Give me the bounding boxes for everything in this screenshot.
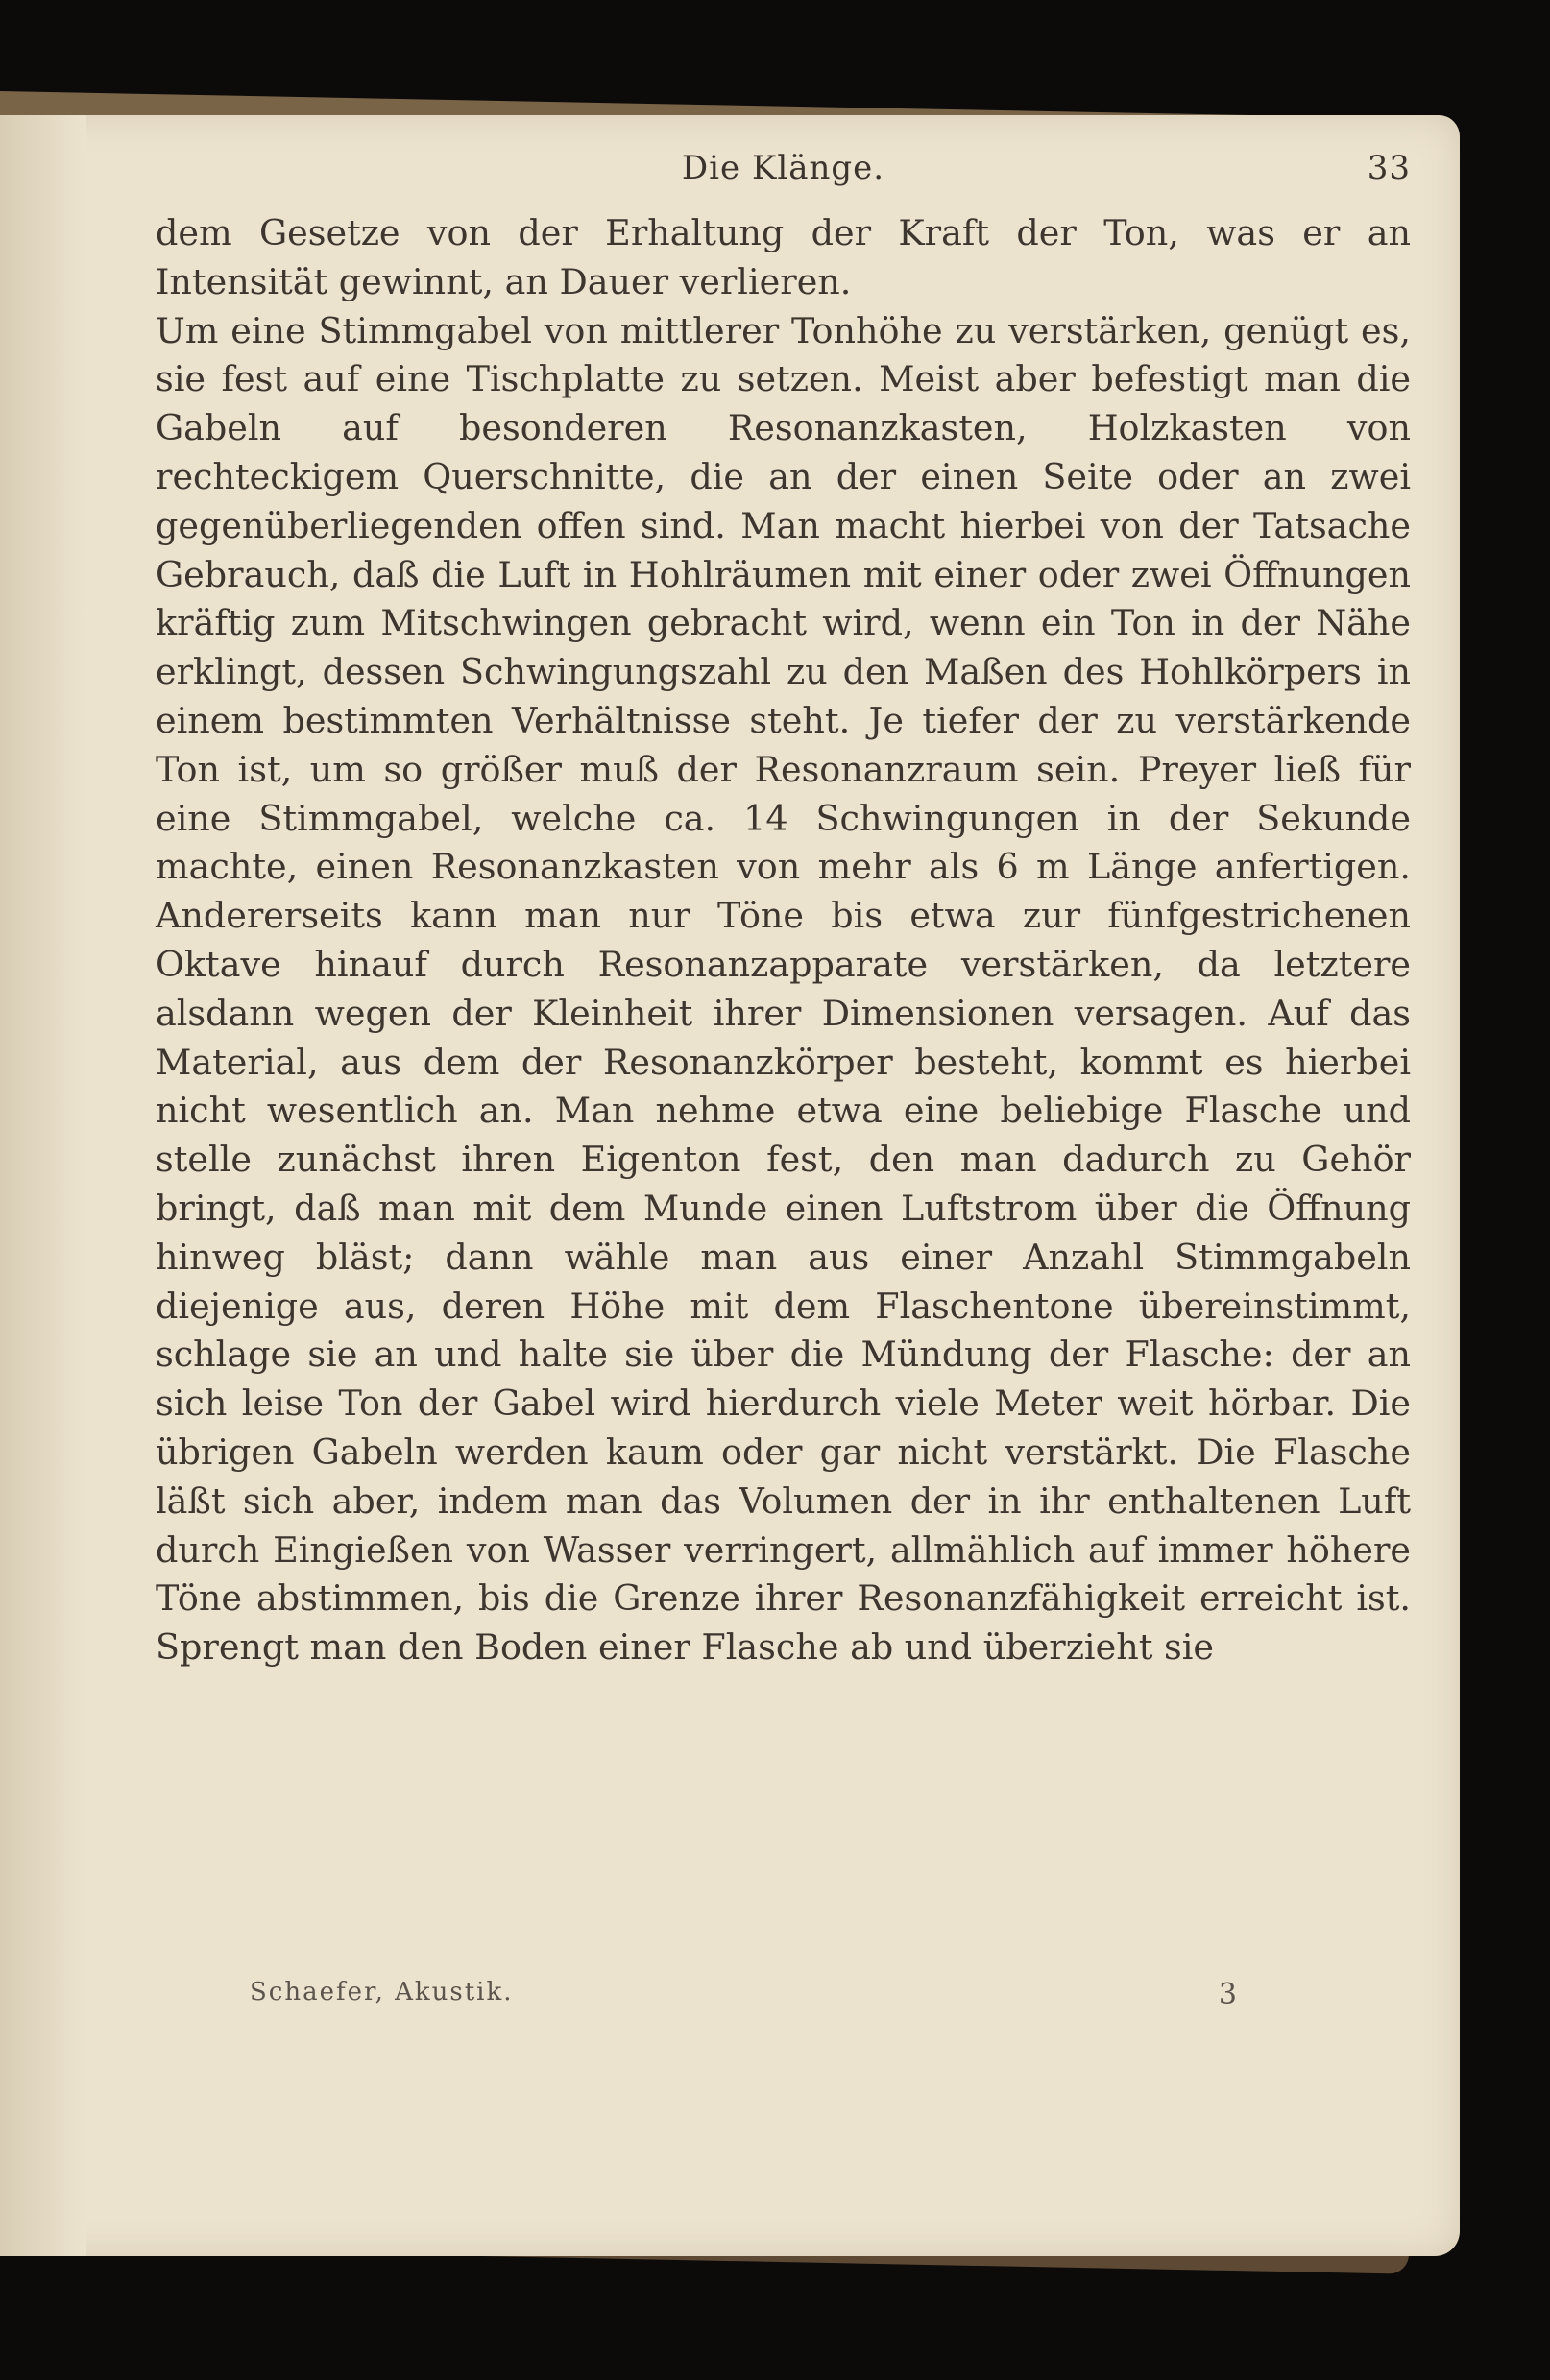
paragraph-1: dem Gesetze von der Erhaltung der Kraft der Ton, was er an Intensität gewinnt, an Dauer verlieren. xyxy=(156,212,1411,302)
running-head xyxy=(156,149,1411,197)
body-text xyxy=(156,209,1411,1672)
signature-author: Schaefer, Akustik. xyxy=(250,1978,514,2007)
page-gutter xyxy=(0,115,86,2256)
page-number: 33 xyxy=(1367,149,1411,187)
paragraph-2: Um eine Stimmgabel von mittlerer Tonhöhe zu verstärken, genügt es, sie fest auf eine Tischplatte zu setzen. Meist aber befestigt man die Gabeln auf besonderen Resonanzkasten, Holzkasten von rechteckigem Querschnitte, die an der einen Seite oder an zwei gegenüberliegenden offen sind. Man macht hierbei von der Tatsache Gebrauch, daß die Luft in Hohlräumen mit einer oder zwei Öffnungen kräftig zum Mitschwingen gebracht wird, wenn ein Ton in der Nähe erklingt, dessen Schwingungszahl zu den Maßen des Hohlkörpers in einem bestimmten Verhältnisse steht. Je tiefer der zu verstärkende Ton ist, um so größer muß der Resonanzraum sein. Preyer ließ für eine Stimmgabel, welche ca. 14 Schwingungen in der Sekunde machte, einen Resonanzkasten von mehr als 6 m Länge anfertigen. Andererseits kann man nur Töne bis etwa zur fünfgestrichenen Oktave hinauf durch Resonanzapparate verstärken, da letztere alsdann wegen der Kleinheit ihrer Dimensionen versagen. Auf das Material, aus dem der Resonanzkörper besteht, kommt es hierbei nicht wesentlich an. Man nehme etwa eine beliebige Flasche und stelle zunächst ihren Eigenton fest, den man dadurch zu Gehör bringt, daß man mit dem Munde einen Luftstrom über die Öffnung hinweg bläst; dann wähle man aus einer Anzahl Stimmgabeln diejenige aus, deren Höhe mit dem Flaschentone übereinstimmt, schlage sie an und halte sie über die Mündung der Flasche: der an sich leise Ton der Gabel wird hierdurch viele Meter weit hörbar. Die übrigen Gabeln werden kaum oder gar nicht verstärkt. Die Flasche läßt sich aber, indem man das Volumen der in ihr enthaltenen Luft durch Eingießen von Wasser verringert, allmählich auf immer höhere Töne abstimmen, bis die Grenze ihrer Resonanzfähigkeit erreicht ist. Sprengt man den Boden einer Flasche ab und überzieht sie xyxy=(156,309,1411,1669)
signature-mark: 3 xyxy=(1218,1978,1239,2011)
running-title: Die Klänge. xyxy=(681,149,885,187)
signature-line xyxy=(250,1978,1239,2020)
